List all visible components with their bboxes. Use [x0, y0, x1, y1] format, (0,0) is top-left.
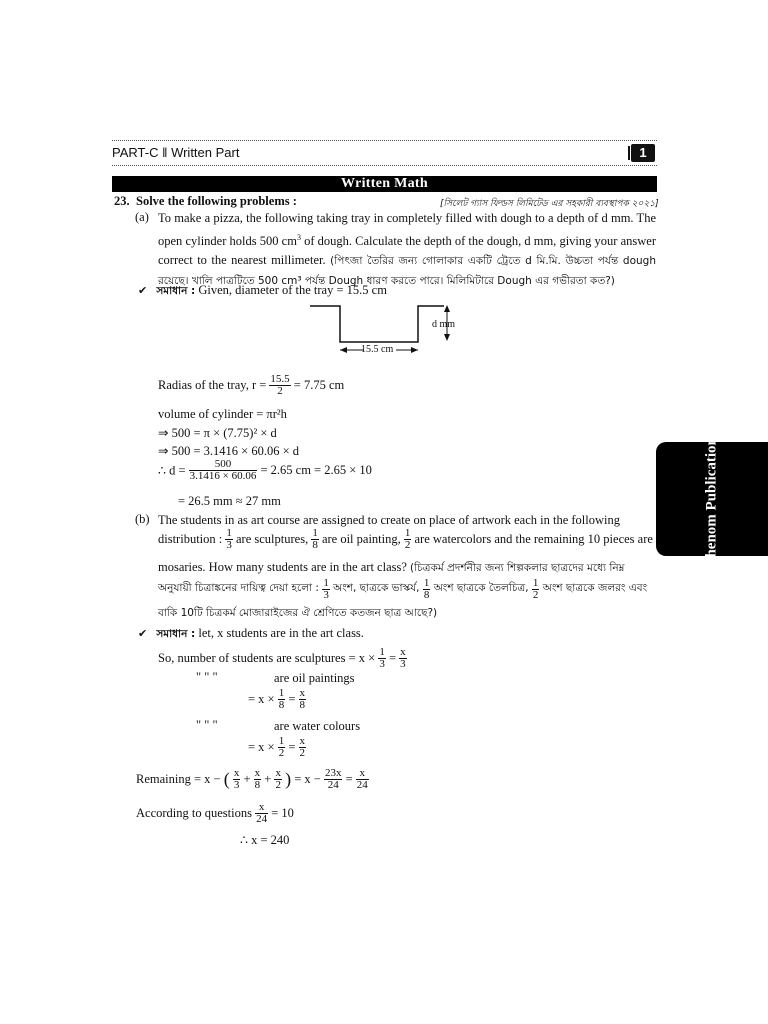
oil-line: = x × $\frac{1}{8}$ = $\frac{x}{8}$ [248, 687, 306, 711]
step-1: ⇒ 500 = π × (7.75)² × d [158, 426, 277, 440]
side-tab [656, 431, 768, 567]
part-a-label: (a) [135, 210, 149, 224]
part-b-line-1: The students in as art course are assigned to create on place of artwork each in the following [158, 513, 620, 527]
according-line: According to questions $\frac{x}{24}$ = 10 [136, 801, 294, 825]
section-banner: Written Math [112, 176, 657, 192]
part-a-text-1: To make a pizza, the following taking tray in completely filled with dough to a depth of d mm. The open cylinder holds 500 cm [158, 211, 656, 249]
page-number: 1 [631, 144, 655, 162]
diagram-width-label: 15.5 cm [361, 344, 394, 355]
radius-prefix: Radias of the tray, r = [158, 378, 267, 392]
part-a-text: To make a pizza, the following taking tray in completely filled with dough to a depth of d mm. The open cylinder holds 500 $cm^3$ of dough. Calculate the depth of the dough, d mm, giving your answer correct to the nearest millimeter. (পিৎজা তৈরির জন্য গোলাকার একটি ট্রেতে d মি.মি. উচ্চতা পর্যন্ত dough রয়েছে। খালি পাত্রটিতে 500 cm³ পর্যন্ত Dough ধারণ করতে পারে। মিলিমিটারে Dough এর গভীরতা কত?) [158, 211, 656, 288]
check-icon: ✔ [138, 627, 148, 640]
part-b-solution [138, 626, 364, 644]
part-a-text-2: of dough. Calculate the depth of the dough, d mm, giving your answer correct to the nearest millimeter. [158, 234, 656, 268]
solution-given: Given, diameter of the tray = 15.5 cm [198, 283, 387, 297]
remaining-line: Remaining = x − ( $\frac{x}{3}$ + $\frac{x}{8}$ + $\frac{x}{2}$ ) = x − $\frac{23x}{24}$ = $\frac{x}{24}$ [136, 767, 368, 791]
part-b-line-5: বাকি 10টি চিত্রকর্ম মোজারাইজের ঐ শ্রেণিতে কতজন ছাত্র আছে?) [158, 607, 438, 619]
step-3 [158, 459, 372, 482]
radius-line [158, 374, 344, 397]
step-3-fraction: $\frac{500}{3.1416 \times 60.06}$ [189, 458, 257, 482]
part-a-text-bn: (পিৎজা তৈরির জন্য গোলাকার একটি ট্রেতে d মি.মি. উচ্চতা পর্যন্ত dough রয়েছে। খালি পাত্রটিতে 500 cm³ পর্যন্ত Dough ধারণ করতে পারে। মিলিমিটারে Dough এর গভীরতা কত?) [158, 255, 656, 288]
oil-label: are oil paintings [274, 671, 355, 685]
step-3-result: = 2.65 cm = 2.65 × 10 [260, 463, 372, 477]
solution-label: সমাধান : [156, 285, 196, 297]
radius-fraction: $\frac{15.5}{2}$ [270, 373, 290, 397]
solution-label: সমাধান : [156, 628, 196, 640]
water-line: = x × $\frac{1}{2}$ = $\frac{x}{2}$ [248, 735, 306, 759]
sculptures-line: So, number of students are sculptures = x × $\frac{1}{3}$ = $\frac{x}{3}$ [158, 646, 406, 670]
step-2: ⇒ 500 = 3.1416 × 60.06 × d [158, 444, 299, 458]
top-dotted-rule [112, 140, 657, 141]
part-b-line-3: mosaries. How many students are in the art class? (চিত্রকর্ম প্রদর্শনীর জন্য শিল্পকলার ছাত্রদের মধ্যে নিম্ন [158, 560, 625, 574]
step-3-prefix: ∴ d = [158, 463, 186, 478]
question-title: Solve the following problems : [136, 194, 297, 208]
radius-result: = 7.75 cm [293, 378, 345, 392]
section-header: PART-C ‖ Written Part [112, 145, 240, 160]
water-label: are water colours [274, 719, 361, 733]
volume-formula: volume of cylinder = πr²h [158, 407, 287, 421]
part-b-line-4: অনুযায়ী চিত্রাঙ্কনের দায়িত্ব দেয়া হলো : $\frac{1}{3}$ অংশ, ছাত্রকে ভাস্কর্য, $\frac{1}{8}$ অংশ ছাত্রকে তৈলচিত্র, $\frac{1}{2}$ অংশ ছাত্রকে জলরং এবং [158, 577, 648, 601]
ditto-marks-oil: " " " [196, 670, 218, 684]
part-b-label: (b) [135, 512, 150, 526]
solution-given: let, x students are in the art class. [198, 626, 364, 640]
side-tab-label: Phenom Publications [703, 431, 720, 567]
ditto-marks-water: " " " [196, 718, 218, 732]
part-b-line-2: distribution : $\frac{1}{3}$ are sculptures, $\frac{1}{8}$ are oil painting, $\frac{1}{2}$ are watercolors and the remaining 10 pieces are [158, 527, 653, 551]
final-answer: ∴ x = 240 [240, 833, 290, 847]
part-a-solution [138, 283, 387, 301]
bottom-dotted-rule [112, 165, 657, 166]
step-4: = 26.5 mm ≈ 27 mm [178, 494, 281, 508]
question-number: 23. [114, 194, 130, 208]
question-source: [সিলেট গ্যাস ফিল্ডস লিমিটেড এর সহকারী ব্যবস্থাপক ২০২১] [440, 199, 659, 209]
check-icon: ✔ [138, 284, 148, 297]
diagram-depth-label: d mm [432, 319, 456, 330]
